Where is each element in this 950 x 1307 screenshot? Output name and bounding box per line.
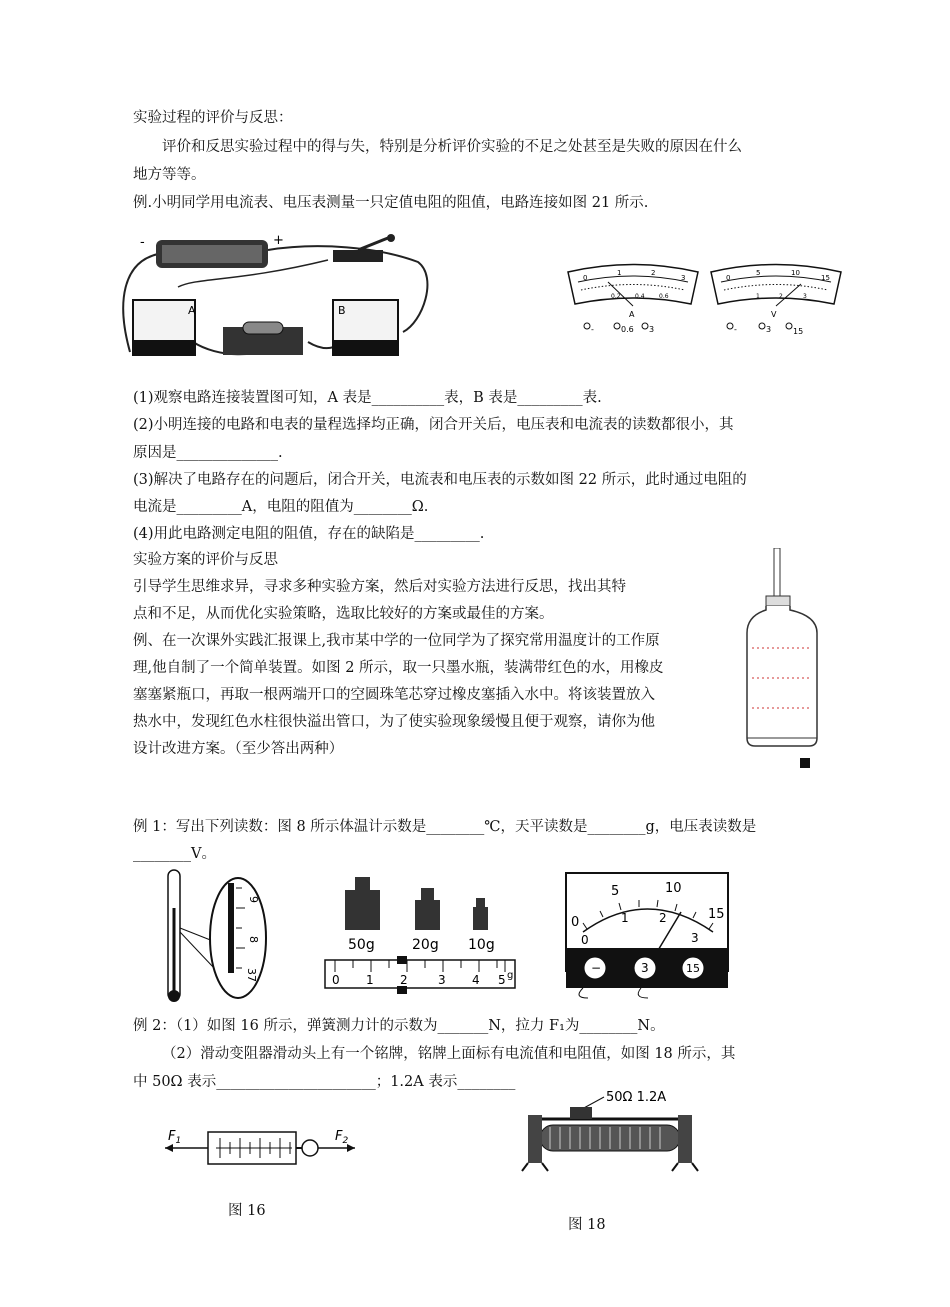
svg-text:0.4: 0.4	[635, 293, 645, 300]
svg-text:8: 8	[247, 936, 260, 943]
svg-text:4: 4	[472, 973, 480, 987]
weight-20g: 20g	[412, 937, 439, 953]
svg-text:0: 0	[583, 274, 588, 282]
spring-scale-figure	[160, 1118, 360, 1178]
question-1: (1)观察电路连接装置图可知，A 表是__________表，B 表是_________表.	[133, 390, 602, 406]
svg-text:1: 1	[366, 973, 374, 987]
svg-text:5: 5	[756, 269, 761, 277]
svg-text:3: 3	[649, 325, 655, 334]
voltmeter-reading-figure	[563, 870, 733, 1002]
svg-text:0.6: 0.6	[659, 293, 669, 300]
svg-text:10: 10	[791, 269, 800, 277]
svg-text:0.2: 0.2	[611, 293, 621, 300]
paragraph-line: 评价和反思实验过程中的得与失，特别是分析评价实验的不足之处甚至是失败的原因在什么	[162, 139, 742, 155]
paragraph-line: 点和不足，从而优化实验策略，选取比较好的方案或最佳的方案。	[133, 606, 554, 622]
svg-text:2: 2	[779, 293, 783, 300]
svg-text:15: 15	[793, 327, 804, 336]
paragraph-line: 例、在一次课外实践汇报课上,我市某中学的一位同学为了探究常用温度计的工作原	[133, 633, 660, 649]
svg-text:37: 37	[245, 968, 258, 982]
svg-text:1: 1	[756, 293, 760, 300]
question-3: (3)解决了电路存在的问题后，闭合开关，电流表和电压表的示数如图 22 所示，此时通过电阻的	[133, 472, 747, 488]
svg-text:3: 3	[691, 931, 699, 945]
svg-text:10: 10	[665, 881, 682, 896]
svg-text:2: 2	[651, 269, 656, 277]
weight-50g: 50g	[348, 937, 375, 953]
svg-text:0.6: 0.6	[621, 325, 634, 334]
svg-text:-: -	[734, 325, 737, 334]
question-3-cont: 电流是_________A，电阻的阻值为________Ω.	[133, 499, 429, 515]
svg-text:3: 3	[681, 274, 686, 282]
question-2-cont: 原因是______________.	[133, 445, 283, 461]
thermometer-figure	[160, 868, 270, 1008]
circuit-figure	[118, 232, 438, 362]
force-f2-label: $F_2$	[335, 1129, 349, 1146]
svg-text:0: 0	[726, 274, 731, 282]
meter-b-label: B	[338, 304, 346, 317]
svg-text:9: 9	[247, 896, 260, 903]
paragraph-line: 理,他自制了一个简单装置。如图 2 所示，取一只墨水瓶，装满带红色的水，用橡皮	[133, 660, 664, 676]
question-2: (2)小明连接的电路和电表的量程选择均正确，闭合开关后，电压表和电流表的读数都很小，其	[133, 417, 734, 433]
terminal-15v: 15	[686, 962, 700, 975]
svg-text:1: 1	[617, 269, 622, 277]
section-title-plan: 实验方案的评价与反思	[133, 552, 278, 568]
svg-text:15: 15	[821, 274, 830, 282]
plus-label: +	[273, 233, 284, 248]
example-1: 例 1：写出下列读数：图 8 所示体温计示数是________℃，天平读数是________g，电压表读数是	[133, 819, 757, 835]
figure-18-caption: 图 18	[568, 1217, 606, 1233]
paragraph-line: 设计改进方案。（至少答出两种）	[133, 741, 344, 757]
svg-text:0: 0	[332, 973, 340, 987]
meter-a-label: A	[188, 304, 196, 317]
question-4: (4)用此电路测定电阻的阻值，存在的缺陷是_________.	[133, 526, 485, 542]
svg-text:5: 5	[498, 973, 506, 987]
svg-text:0: 0	[581, 933, 589, 947]
svg-text:3: 3	[438, 973, 446, 987]
figure-16-caption: 图 16	[228, 1203, 266, 1219]
terminal-3v: 3	[641, 961, 649, 975]
example-2: 例 2：（1）如图 16 所示，弹簧测力计的示数为_______N，拉力 F₁为________N。	[133, 1018, 665, 1034]
nameplate-label: 50Ω 1.2A	[606, 1090, 667, 1105]
svg-text:5: 5	[611, 884, 620, 899]
paragraph-line: 塞塞紧瓶口，再取一根两端开口的空圆珠笔芯穿过橡皮塞插入水中。将该装置放入	[133, 687, 655, 703]
meters-figure	[563, 262, 848, 340]
terminal-negative: −	[591, 961, 602, 975]
svg-text:V: V	[771, 310, 777, 319]
minus-label: -	[140, 235, 145, 250]
paragraph-line: 热水中，发现红色水柱很快溢出管口，为了使实验现象缓慢且便于观察，请你为他	[133, 714, 655, 730]
svg-text:2: 2	[659, 911, 667, 925]
svg-text:2: 2	[400, 973, 408, 987]
balance-figure	[320, 872, 520, 997]
svg-text:1: 1	[621, 911, 629, 925]
svg-text:15: 15	[708, 907, 725, 922]
ink-bottle-figure	[742, 548, 824, 773]
rheostat-figure	[520, 1085, 700, 1175]
svg-text:0: 0	[571, 915, 580, 930]
example-2-part2-cont: 中 50Ω 表示______________________；1.2A 表示________	[133, 1074, 516, 1090]
example-1-cont: ________V。	[133, 846, 216, 862]
weight-10g: 10g	[468, 937, 495, 953]
svg-text:3: 3	[803, 293, 807, 300]
svg-text:-: -	[591, 325, 594, 334]
svg-text:g: g	[507, 970, 514, 981]
example-intro: 例.小明同学用电流表、电压表测量一只定值电阻的阻值，电路连接如图 21 所示.	[133, 195, 649, 211]
example-2-part2: （2）滑动变阻器滑动头上有一个铭牌，铭牌上面标有电流值和电阻值，如图 18 所示，其	[162, 1046, 736, 1062]
paragraph-line: 引导学生思维求异，寻求多种实验方案，然后对实验方法进行反思，找出其特	[133, 579, 626, 595]
section-title-process: 实验过程的评价与反思：	[133, 110, 293, 126]
svg-text:3: 3	[766, 325, 772, 334]
paragraph-line: 地方等等。	[133, 167, 206, 183]
svg-text:A: A	[629, 310, 635, 319]
force-f1-label: $F_1$	[168, 1129, 182, 1146]
